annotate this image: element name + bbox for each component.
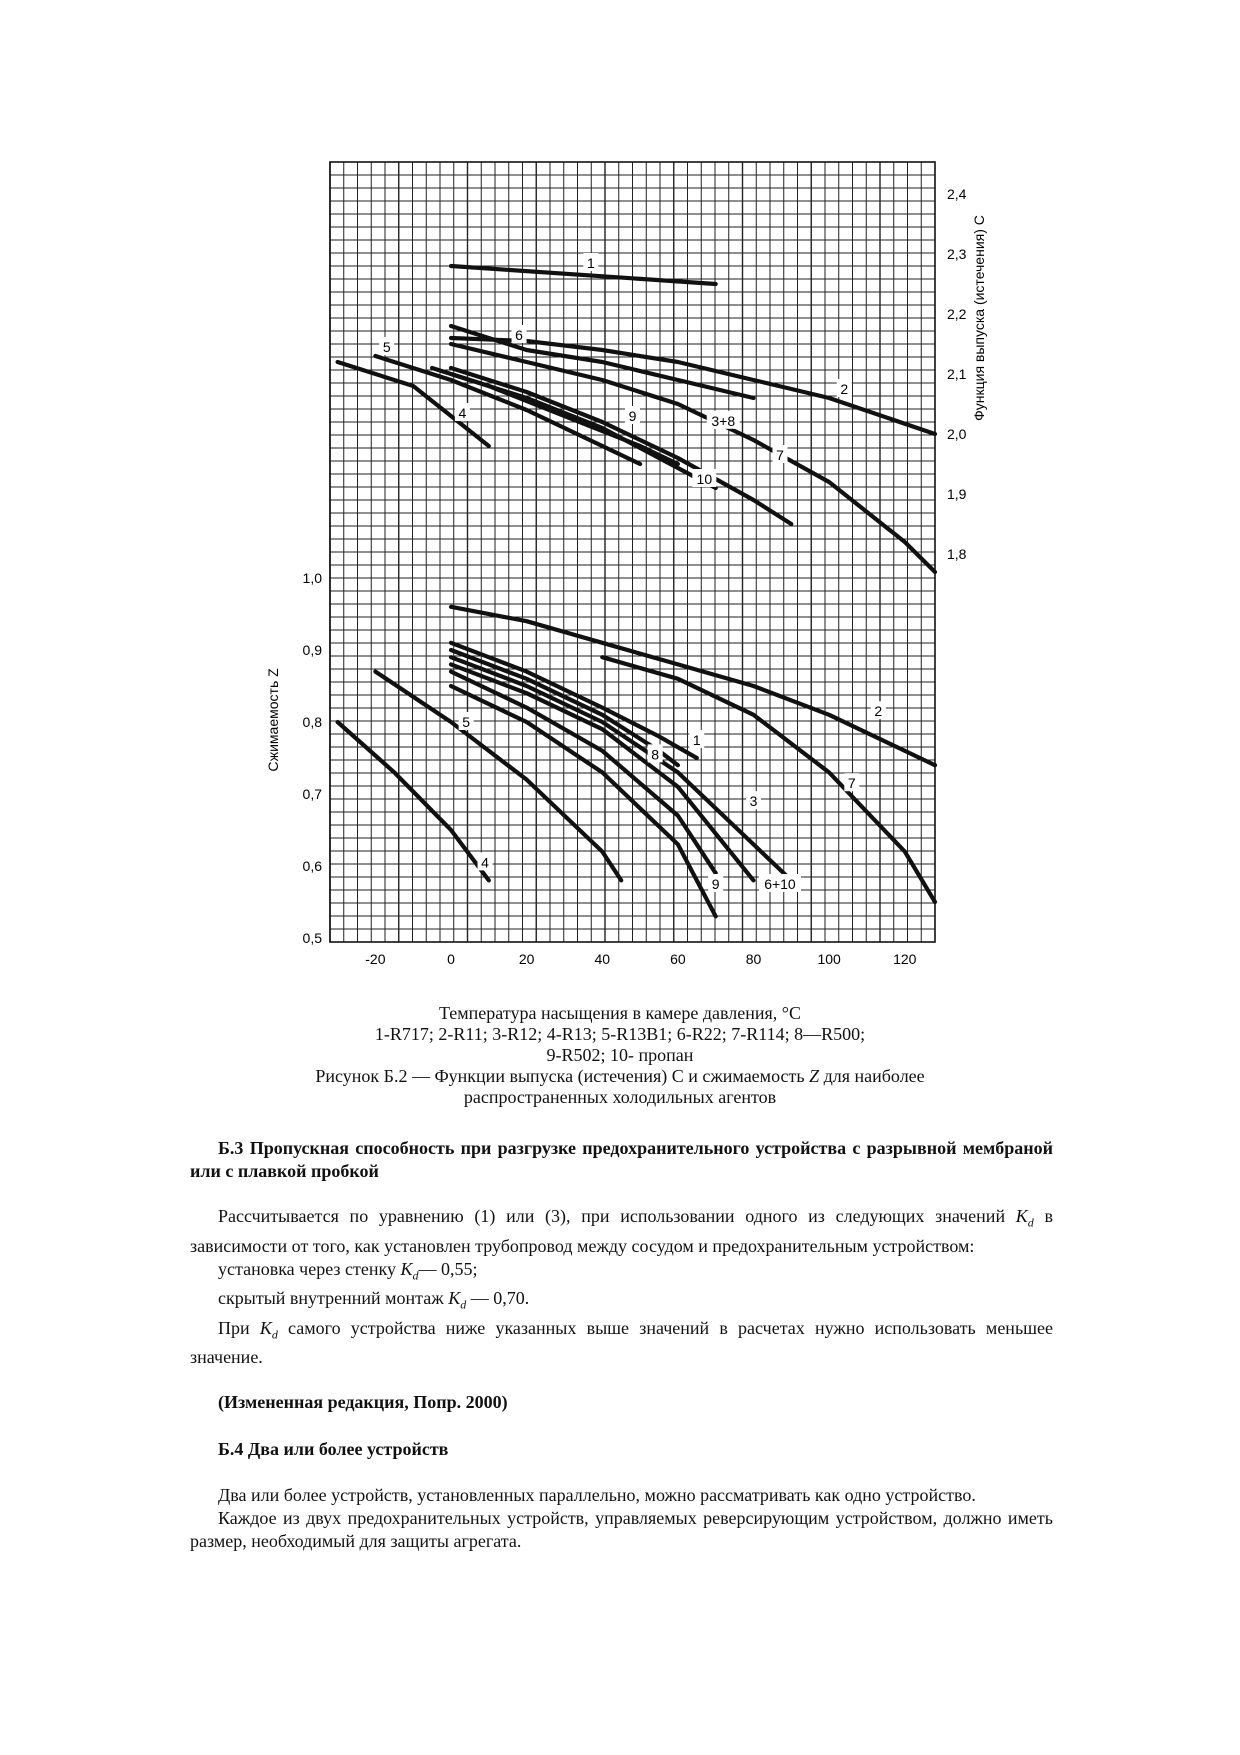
c-tick-label: 2,4 [947, 186, 967, 202]
section-b3-heading: Б.3 Пропускная способность при разгрузке предохранительного устройства с разрывной мембраной или с плавкой пробкой [190, 1138, 1053, 1181]
x-tick-label: -20 [365, 951, 386, 967]
legend-line-1: 1-R717; 2-R11; 3-R12; 4-R13; 5-R13B1; 6-R22; 7-R114; 8—R500; [374, 1024, 866, 1044]
c-series-label: 4 [458, 405, 467, 421]
refrigerant-chart [265, 150, 990, 985]
x-tick-label: 80 [745, 951, 762, 967]
section-b3-item-1: установка через стенку $K_d—$ 0,55; [218, 1258, 478, 1283]
z-series-label: 4 [481, 854, 489, 871]
z-tick-label: 1,0 [302, 570, 322, 586]
figure-title: Рисунок Б.2 — Функции выпуска (истечения) С и сжимаемость Z для наиболее [315, 1066, 925, 1086]
section-b3-paragraph-1: Рассчитывается по уравнению (1) или (3), при использовании одного из следующих значений $K_d$ в зависимости от того, как установлен трубопровод между сосудом и предохранительным устройством: [190, 1206, 1053, 1256]
z-series-label: 7 [847, 775, 856, 792]
section-b4-paragraph-2: Каждое из двух предохранительных устройств, управляемых реверсирующим устройством, должно иметь размер, необходимый для защиты агрегата. [190, 1508, 1053, 1551]
figure-title-cont: распространенных холодильных агентов [463, 1087, 777, 1107]
c-series-label: 6 [515, 327, 523, 343]
c-tick-label: 2,1 [947, 366, 967, 382]
z-compressibility-curve-4 [338, 722, 489, 880]
y-axis-label-c: Функция выпуска (истечения) C [971, 215, 987, 421]
z-tick-label: 0,9 [302, 642, 322, 658]
c-tick-label: 1,8 [947, 546, 967, 562]
x-tick-label: 20 [518, 951, 535, 967]
c-series-label: 1 [587, 255, 595, 271]
c-series-label: 2 [840, 381, 849, 397]
section-b4-heading: Б.4 Два или более устройств [218, 1439, 449, 1459]
section-b4-paragraph-1: Два или более устройств, установленных параллельно, можно рассматривать как одно устройство. [218, 1485, 976, 1505]
x-axis-caption: Температура насыщения в камере давления, °C [438, 1003, 801, 1023]
z-series-label: 5 [462, 714, 471, 730]
c-tick-label: 1,9 [947, 486, 967, 502]
z-tick-label: 0,5 [302, 930, 322, 946]
x-tick-label: 100 [817, 951, 841, 967]
z-tick-label: 0,7 [302, 786, 322, 802]
c-function-curve-1 [451, 266, 716, 284]
c-tick-label: 2,3 [947, 246, 967, 262]
c-function-curve-2 [451, 338, 935, 434]
c-series-label: 9 [628, 408, 637, 424]
c-function-curve-10 [451, 374, 716, 488]
z-series-label: 9 [711, 876, 720, 892]
c-series-label: 3+8 [711, 412, 736, 429]
legend-line-2: 9-R502; 10- пропан [546, 1045, 694, 1065]
c-series-label: 7 [776, 447, 784, 463]
section-b3-edit-note: (Измененная редакция, Попр. 2000) [218, 1392, 508, 1412]
c-series-label: 5 [382, 339, 391, 355]
z-series-label: 1 [692, 732, 701, 748]
z-series-label: 3 [749, 793, 758, 810]
c-tick-label: 2,2 [947, 306, 967, 322]
section-b3-paragraph-2: При $K_d$ самого устройства ниже указанных выше значений в расчетах нужно использовать меньшее значение. [190, 1317, 1053, 1368]
chart-labels [303, 186, 967, 967]
x-tick-label: 120 [893, 951, 917, 967]
x-tick-label: 40 [594, 951, 611, 967]
z-tick-label: 0,6 [302, 858, 322, 874]
y-axis-label-z: Сжимаемость Z [265, 668, 281, 772]
c-tick-label: 2,0 [947, 426, 967, 442]
c-function-curve-3-8 [451, 344, 935, 572]
section-b3-item-2: скрытый внутренний монтаж $K_d$ — 0,70. [218, 1288, 530, 1312]
z-tick-label: 0,8 [302, 714, 322, 730]
z-series-label: 6+10 [764, 876, 796, 892]
x-tick-label: 60 [670, 951, 686, 967]
z-series-label: 8 [651, 746, 660, 763]
c-series-label: 10 [696, 471, 713, 487]
z-series-label: 2 [874, 703, 883, 720]
x-tick-label: 0 [447, 951, 455, 967]
